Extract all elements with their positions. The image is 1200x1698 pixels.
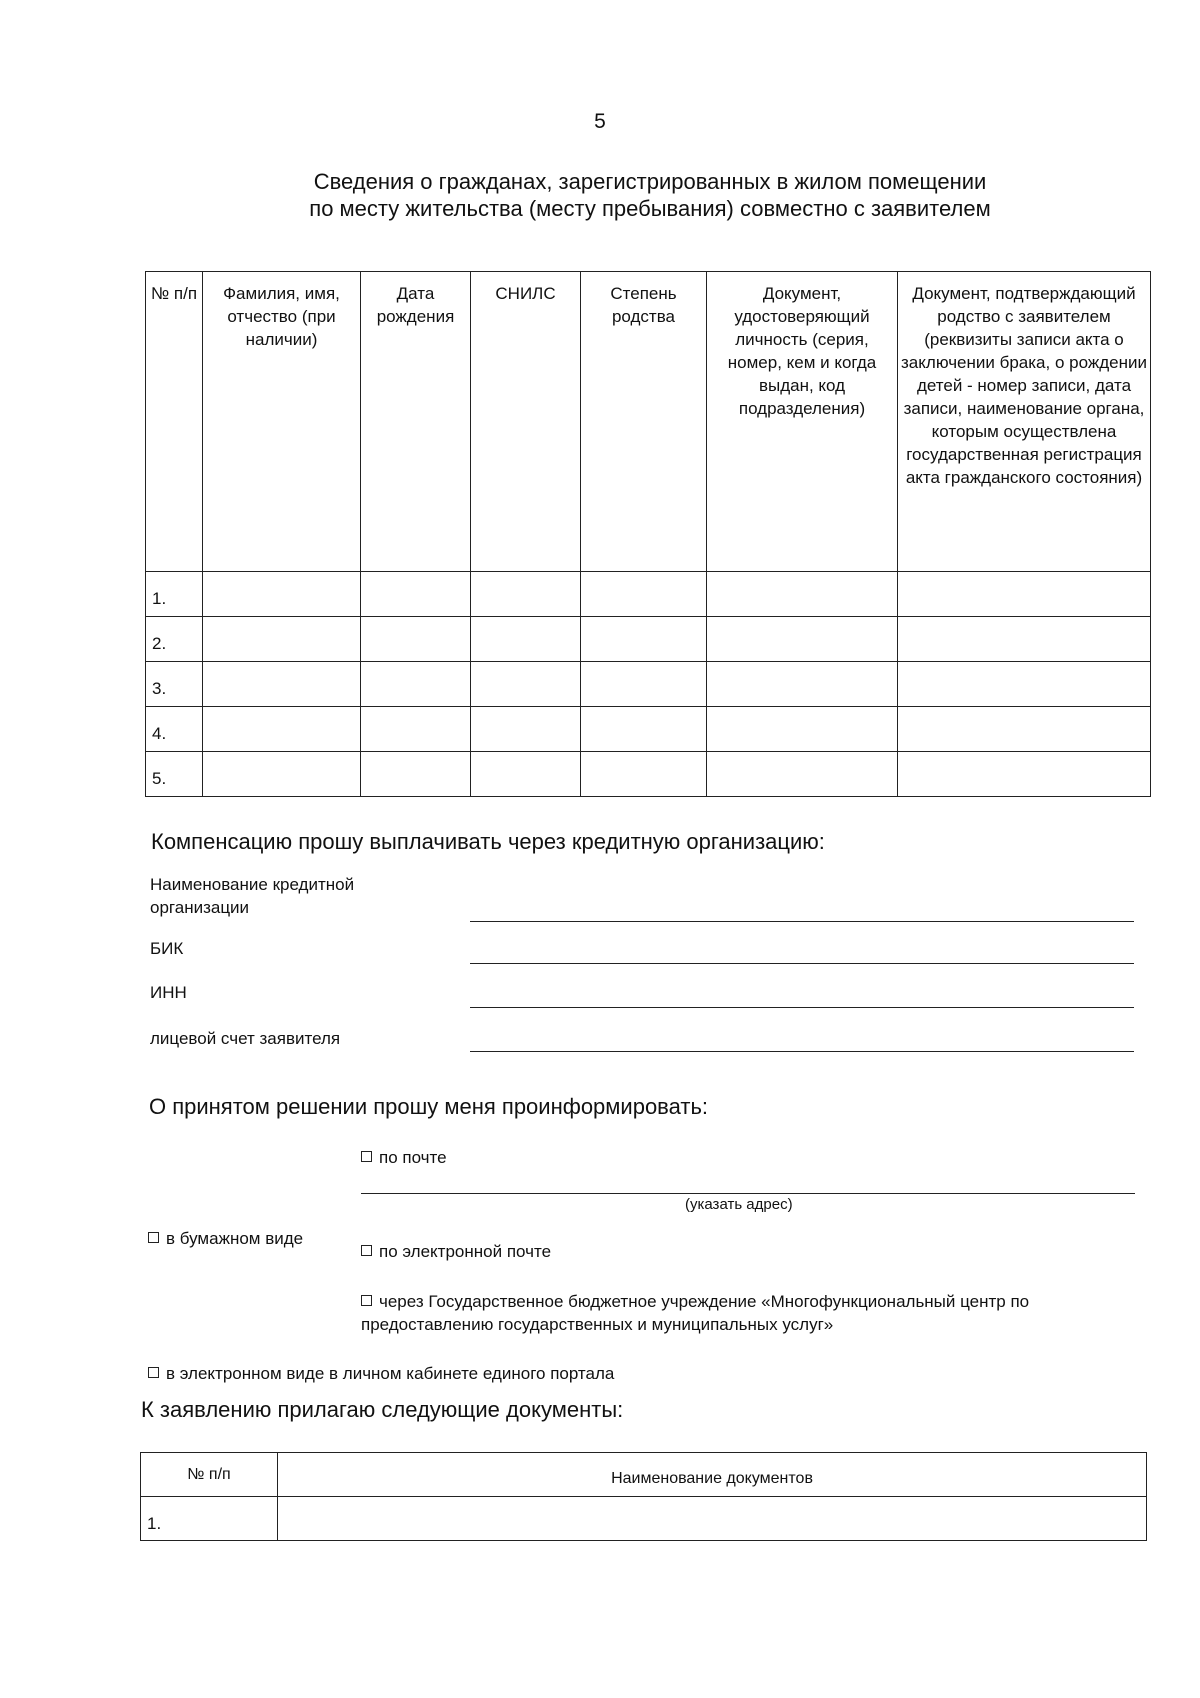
table-row xyxy=(146,572,1151,617)
inn-label: ИНН xyxy=(150,983,187,1002)
cell-full-name[interactable] xyxy=(203,617,361,662)
attachments-heading: К заявлению прилагаю следующие документы: xyxy=(141,1397,624,1422)
cell-snils[interactable] xyxy=(471,752,581,797)
cell-relationship[interactable] xyxy=(581,572,707,617)
cell-kinship-document[interactable] xyxy=(898,752,1151,797)
cell-full-name[interactable] xyxy=(203,572,361,617)
cell-document-name[interactable] xyxy=(278,1497,1147,1541)
cell-kinship-document[interactable] xyxy=(898,572,1151,617)
cell-kinship-document[interactable] xyxy=(898,617,1151,662)
cell-id-document[interactable] xyxy=(707,662,898,707)
option-by-email-label: по электронной почте xyxy=(379,1242,552,1261)
cell-snils[interactable] xyxy=(471,617,581,662)
col-header-document-name: Наименование документов xyxy=(278,1453,1147,1497)
cell-snils[interactable] xyxy=(471,707,581,752)
account-field[interactable] xyxy=(470,1051,1134,1052)
col-header-full-name: Фамилия, имя, отчество (при наличии) xyxy=(203,272,361,572)
attachments-table xyxy=(140,1452,1147,1541)
checkbox-icon[interactable] xyxy=(361,1151,372,1162)
citizens-table xyxy=(145,271,1151,797)
address-hint: (указать адрес) xyxy=(685,1196,793,1213)
cell-birth-date[interactable] xyxy=(361,752,471,797)
option-via-mfc-label: через Государственное бюджетное учреждение «Многофункциональный центр по предоставлению государственных и муниципальных услуг» xyxy=(361,1292,1030,1334)
account-label: лицевой счет заявителя xyxy=(150,1029,341,1048)
cell-birth-date[interactable] xyxy=(361,662,471,707)
col-header-id-document: Документ, удостоверяющий личность (серия, номер, кем и когда выдан, код подразделения) xyxy=(707,272,898,572)
row-number: 5. xyxy=(146,752,203,797)
cell-birth-date[interactable] xyxy=(361,617,471,662)
cell-full-name[interactable] xyxy=(203,707,361,752)
cell-kinship-document[interactable] xyxy=(898,662,1151,707)
row-number: 4. xyxy=(146,707,203,752)
inn-field[interactable] xyxy=(470,1007,1134,1008)
bik-field[interactable] xyxy=(470,963,1134,964)
address-field[interactable] xyxy=(361,1193,1135,1194)
notify-heading: О принятом решении прошу меня проинформировать: xyxy=(149,1094,709,1119)
payment-heading: Компенсацию прошу выплачивать через кредитную организацию: xyxy=(151,829,825,854)
option-via-mfc[interactable] xyxy=(361,1290,1151,1336)
col-header-relationship: Степень родства xyxy=(581,272,707,572)
cell-id-document[interactable] xyxy=(707,707,898,752)
cell-id-document[interactable] xyxy=(707,572,898,617)
bank-name-label: Наименование кредитной организации xyxy=(150,875,355,917)
row-number: 1. xyxy=(146,572,203,617)
cell-birth-date[interactable] xyxy=(361,572,471,617)
attachments-table-header xyxy=(141,1453,1147,1497)
option-paper-label: в бумажном виде xyxy=(166,1229,304,1248)
checkbox-icon[interactable] xyxy=(148,1367,159,1378)
cell-birth-date[interactable] xyxy=(361,707,471,752)
page-number: 5 xyxy=(594,110,606,133)
table-row xyxy=(146,707,1151,752)
cell-full-name[interactable] xyxy=(203,752,361,797)
cell-full-name[interactable] xyxy=(203,662,361,707)
col-header-snils: СНИЛС xyxy=(471,272,581,572)
col-header-number: № п/п xyxy=(146,272,203,572)
bank-name-field[interactable] xyxy=(470,921,1134,922)
title-line-1: Сведения о гражданах, зарегистрированных в жилом помещении xyxy=(313,169,987,194)
checkbox-icon[interactable] xyxy=(148,1232,159,1243)
option-by-mail[interactable] xyxy=(361,1146,447,1169)
cell-kinship-document[interactable] xyxy=(898,707,1151,752)
citizens-table-header xyxy=(146,272,1151,572)
cell-id-document[interactable] xyxy=(707,752,898,797)
checkbox-icon[interactable] xyxy=(361,1295,372,1306)
cell-snils[interactable] xyxy=(471,572,581,617)
row-number: 1. xyxy=(141,1497,278,1541)
cell-relationship[interactable] xyxy=(581,662,707,707)
col-header-birth-date: Дата рождения xyxy=(361,272,471,572)
row-number: 2. xyxy=(146,617,203,662)
cell-relationship[interactable] xyxy=(581,752,707,797)
row-number: 3. xyxy=(146,662,203,707)
option-by-mail-label: по почте xyxy=(379,1148,447,1167)
cell-relationship[interactable] xyxy=(581,707,707,752)
option-by-email[interactable] xyxy=(361,1240,551,1263)
checkbox-icon[interactable] xyxy=(361,1245,372,1256)
table-row xyxy=(141,1497,1147,1541)
table-row xyxy=(146,617,1151,662)
table-row xyxy=(146,662,1151,707)
option-electronic[interactable] xyxy=(148,1362,614,1385)
cell-snils[interactable] xyxy=(471,662,581,707)
cell-relationship[interactable] xyxy=(581,617,707,662)
option-electronic-label: в электронном виде в личном кабинете единого портала xyxy=(166,1364,615,1383)
cell-id-document[interactable] xyxy=(707,617,898,662)
table-row xyxy=(146,752,1151,797)
col-header-number: № п/п xyxy=(141,1453,278,1497)
option-paper[interactable] xyxy=(148,1227,303,1250)
title-line-2: по месту жительства (месту пребывания) совместно с заявителем xyxy=(309,196,991,221)
page-title xyxy=(0,168,1200,222)
bik-label: БИК xyxy=(150,939,184,958)
col-header-kinship-document: Документ, подтверждающий родство с заявителем (реквизиты записи акта о заключении брака, о рождении детей - номер записи, дата записи, наименование органа, которым осуществлена государственная регистрация акта гражданского состояния) xyxy=(898,272,1151,572)
